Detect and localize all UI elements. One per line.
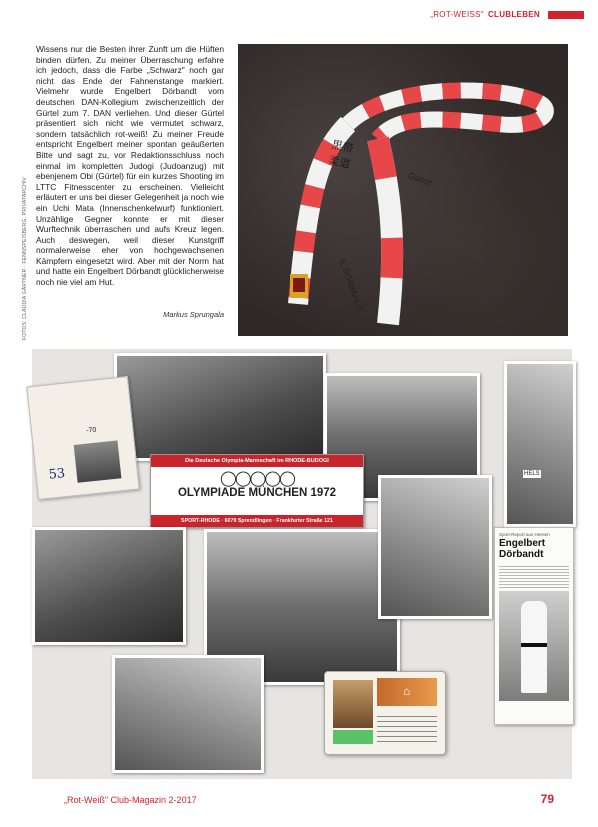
press-text-lines: [499, 564, 569, 588]
podium-sign: HELS: [524, 471, 540, 477]
header-accent-bar: [548, 11, 584, 19]
olympia-title: OLYMPIADE MÜNCHEN 1972: [177, 487, 337, 499]
id-card-photo: [333, 680, 373, 728]
header-section: „ROT-WEISS": [430, 10, 484, 19]
judoka-figure: [521, 601, 547, 693]
olympia-banner-top: Die Deutsche Olympia-Mannschaft im RHODE-BUDOGI: [151, 455, 363, 467]
photo-credit: FOTOS: CLAUDIA GÄRTNER · FENNSPEISBERG, PRIVATARCHIV: [22, 176, 28, 340]
press-photo: [499, 591, 569, 701]
team-photo: [114, 353, 326, 461]
portrait-medal-photo: [378, 475, 492, 619]
footer-publication: „Rot-Weiß" Club-Magazin 2-2017: [64, 795, 197, 805]
olympia-logo-icon: ⌂: [403, 684, 411, 698]
card-weight: -70: [85, 426, 97, 435]
press-title: Engelbert Dörbandt: [499, 538, 546, 560]
press-clipping: [494, 527, 574, 725]
card-portrait: [74, 440, 122, 482]
belt-signature: Gunst: [407, 170, 434, 188]
page-footer: [40, 793, 558, 807]
judoka-belt: [521, 643, 547, 647]
id-card: [324, 671, 446, 755]
card-number: 53: [47, 466, 66, 483]
belt-kanji: 黒帯 柔道: [327, 138, 355, 171]
article-author: Markus Sprungala: [163, 310, 224, 319]
judo-throw-photo: [32, 527, 186, 645]
page-header: [430, 10, 584, 19]
page-number: 79: [540, 792, 554, 806]
podium-photo: [504, 361, 576, 527]
id-card-text: [377, 712, 437, 742]
belt-name: E. DÖRBANDT: [337, 258, 365, 313]
header-category: CLUBLEBEN: [487, 10, 540, 19]
olympia-banner-bottom: SPORT-RHODE · 6079 Sprendlingen · Frankfurter Straße 121: [151, 515, 363, 527]
judo-pass-card: [26, 376, 139, 500]
olympic-rings-icon: ◯◯◯◯◯: [220, 470, 294, 487]
id-card-stripe: [333, 730, 373, 744]
article-body: Wissens nur die Besten ihrer Zunft um die Hüften binden dürfen. Zu meiner Überraschung erfahre ich jedoch, dass die Farbe „Schwarz" noch gar nicht das Ende der Fahnenstange markiert. Vielmehr wurde Engelbert Dörbandt vom deutschen DAN-Kollegium zwischenzeitlich der Gürtel zum 7. DAN verliehen. Und dieser Gürtel präsentiert sich nicht wie vermutet schwarz, sondern tatsächlich rot-weiß! Zu meiner Freude entspricht Engelbert meiner spontan geäußerten Bitte und sagt zu, vor Redaktionsschluss noch einmal im kompletten Judogi (Judoanzug) mit ebenjenem Obi (Gürtel) für ein kurzes Shooting im LTTC Fitnesscenter zu erscheinen. Vielleicht erläutert er uns bei dieser Gelegenheit ja noch wie ein Uchi Mata (Innenschenkelwurf) funktioniert. Unzählige Gegner konnte er mit dieser Wurftechnik überraschen und aufs Kreuz legen. Auch deswegen, weil dieser Kunstgriff normalerweise eher von hochgewachsenen Kämpfern eingesetzt wird. Aber mit der Norm hat und hatte ein Engelbert Dörbandt glücklicherweise noch nie viel am Hut.: [36, 44, 224, 288]
canoe-photo: [112, 655, 264, 773]
press-small-heading: Sport-Report aus Hessen: [499, 532, 550, 537]
photo-collage: [32, 349, 572, 779]
red-white-belt-graphic: [238, 44, 568, 336]
olympia-banner: [150, 454, 364, 528]
belt-photo: [238, 44, 568, 336]
id-card-logo: [377, 678, 437, 706]
